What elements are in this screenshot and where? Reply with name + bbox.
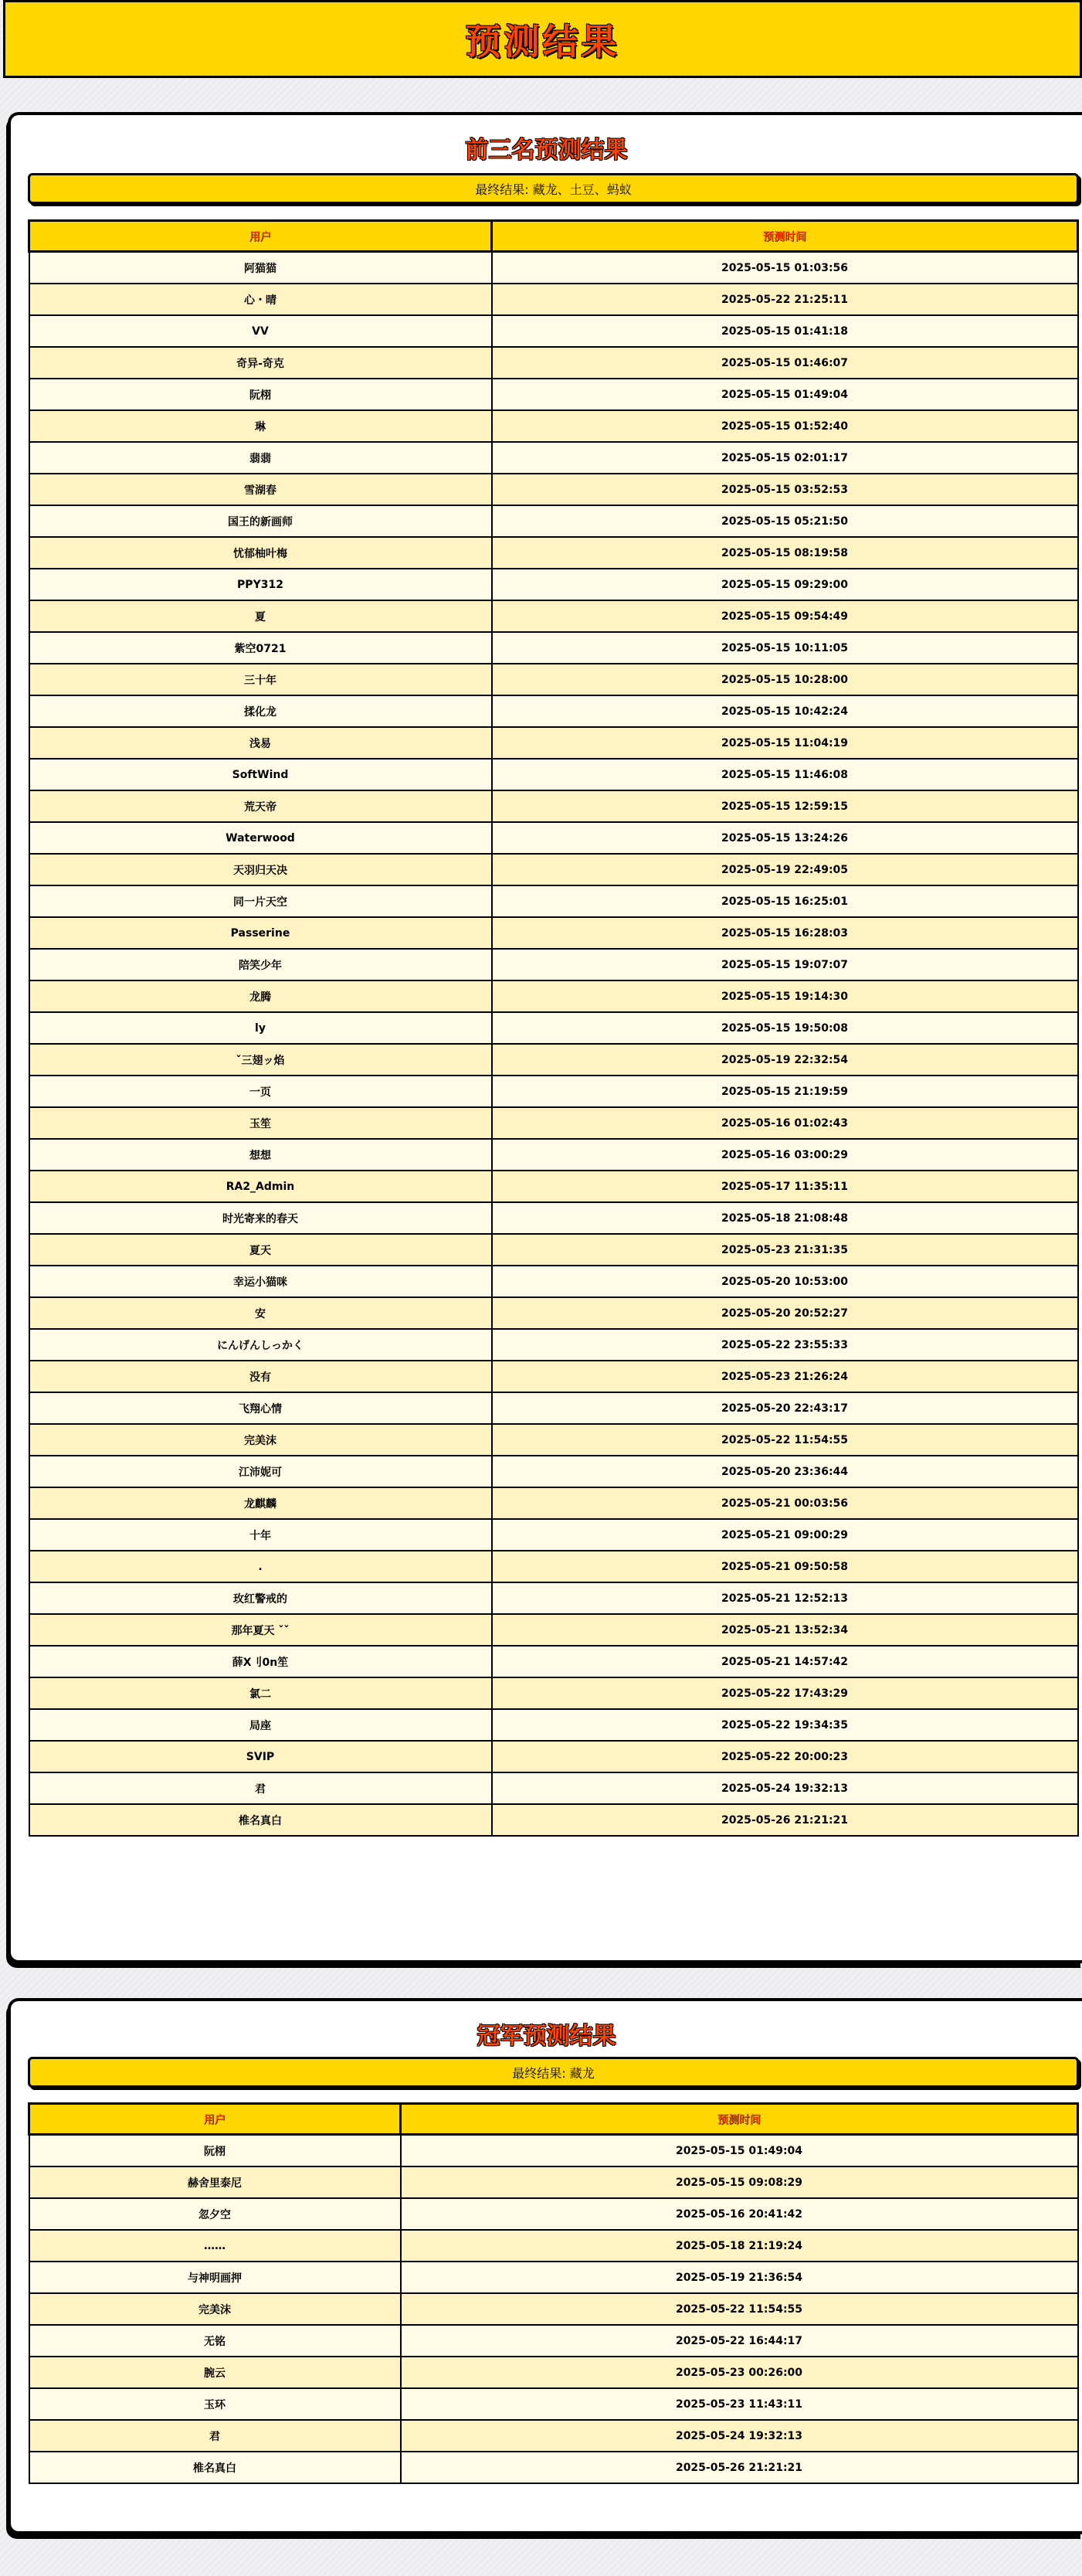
table-row	[29, 315, 1078, 347]
table-row	[29, 1677, 1078, 1709]
top3-predictions-card	[8, 112, 1082, 1963]
time-cell: 2025-05-15 19:07:07	[492, 949, 1078, 980]
table-row	[29, 2293, 1078, 2325]
time-cell: 2025-05-15 01:49:04	[492, 379, 1078, 410]
time-cell: 2025-05-15 09:54:49	[492, 600, 1078, 632]
table-row	[29, 284, 1078, 315]
time-cell: 2025-05-15 01:03:56	[492, 252, 1078, 284]
time-cell: 2025-05-15 21:19:59	[492, 1076, 1078, 1107]
time-cell: 2025-05-21 12:52:13	[492, 1582, 1078, 1614]
table-row	[29, 1329, 1078, 1361]
user-cell: 安	[29, 1297, 492, 1329]
table-row	[29, 2452, 1078, 2483]
section-title: 前三名预测结果	[465, 137, 628, 164]
table-row	[29, 1519, 1078, 1551]
time-cell: 2025-05-18 21:19:24	[401, 2230, 1078, 2262]
time-cell: 2025-05-22 21:25:11	[492, 284, 1078, 315]
column-header-user: 用户	[29, 2104, 401, 2135]
user-cell: 琳	[29, 410, 492, 442]
page-header	[3, 0, 1082, 78]
user-cell: 椎名真白	[29, 2452, 401, 2483]
user-cell: 三十年	[29, 664, 492, 695]
table-row	[29, 2166, 1078, 2198]
user-cell: 玉笙	[29, 1107, 492, 1139]
time-cell: 2025-05-15 11:46:08	[492, 759, 1078, 790]
table-row	[29, 442, 1078, 474]
table-row	[29, 885, 1078, 917]
time-cell: 2025-05-15 01:52:40	[492, 410, 1078, 442]
user-cell: 玉环	[29, 2388, 401, 2420]
user-cell: 天羽归天决	[29, 854, 492, 885]
user-cell: 薛X刂0n笙	[29, 1646, 492, 1677]
table-row	[29, 1646, 1078, 1677]
time-cell: 2025-05-21 00:03:56	[492, 1487, 1078, 1519]
user-cell: 那年夏天 ˇˇ	[29, 1614, 492, 1646]
table-row	[29, 664, 1078, 695]
table-row	[29, 854, 1078, 885]
time-cell: 2025-05-15 16:28:03	[492, 917, 1078, 949]
user-cell: 时光寄来的春天	[29, 1202, 492, 1234]
time-cell: 2025-05-22 11:54:55	[401, 2293, 1078, 2325]
user-cell: 夏	[29, 600, 492, 632]
time-cell: 2025-05-15 09:29:00	[492, 569, 1078, 600]
table-row	[29, 1709, 1078, 1741]
table-row	[29, 1392, 1078, 1424]
time-cell: 2025-05-20 23:36:44	[492, 1456, 1078, 1487]
user-cell: 玫红警戒的	[29, 1582, 492, 1614]
table-row	[29, 632, 1078, 664]
table-row	[29, 569, 1078, 600]
time-cell: 2025-05-15 13:24:26	[492, 822, 1078, 854]
user-cell: 没有	[29, 1361, 492, 1392]
time-cell: 2025-05-15 02:01:17	[492, 442, 1078, 474]
page-title: 预测结果	[465, 20, 620, 63]
user-cell: 幸运小猫咪	[29, 1266, 492, 1297]
time-cell: 2025-05-24 19:32:13	[401, 2420, 1078, 2452]
table-row	[29, 1107, 1078, 1139]
time-cell: 2025-05-15 03:52:53	[492, 474, 1078, 505]
table-row	[29, 1456, 1078, 1487]
time-cell: 2025-05-26 21:21:21	[401, 2452, 1078, 2483]
table-row	[29, 1741, 1078, 1772]
table-row	[29, 537, 1078, 569]
table-row	[29, 252, 1078, 284]
table-row	[29, 1044, 1078, 1076]
time-cell: 2025-05-21 14:57:42	[492, 1646, 1078, 1677]
time-cell: 2025-05-22 16:44:17	[401, 2325, 1078, 2357]
time-cell: 2025-05-15 01:49:04	[401, 2135, 1078, 2167]
user-cell: 与神明画押	[29, 2262, 401, 2293]
time-cell: 2025-05-20 20:52:27	[492, 1297, 1078, 1329]
table-row	[29, 1614, 1078, 1646]
user-cell: 江沛妮可	[29, 1456, 492, 1487]
user-cell: ˇ三翅ッ焰	[29, 1044, 492, 1076]
user-cell: ……	[29, 2230, 401, 2262]
table-row	[29, 759, 1078, 790]
table-row	[29, 980, 1078, 1012]
table-row	[29, 1297, 1078, 1329]
table-row	[29, 2198, 1078, 2230]
user-cell: RA2_Admin	[29, 1171, 492, 1202]
time-cell: 2025-05-21 13:52:34	[492, 1614, 1078, 1646]
time-cell: 2025-05-15 19:14:30	[492, 980, 1078, 1012]
user-cell: Waterwood	[29, 822, 492, 854]
user-cell: 阿猫猫	[29, 252, 492, 284]
user-cell: 荒天帝	[29, 790, 492, 822]
table-row	[29, 1202, 1078, 1234]
user-cell: 陪笑少年	[29, 949, 492, 980]
user-cell: 飞翔心情	[29, 1392, 492, 1424]
user-cell: SoftWind	[29, 759, 492, 790]
table-row	[29, 2420, 1078, 2452]
table-header-row	[29, 2104, 1078, 2135]
user-cell: VV	[29, 315, 492, 347]
table-row	[29, 1234, 1078, 1266]
table-row	[29, 379, 1078, 410]
user-cell: 一页	[29, 1076, 492, 1107]
table-row	[29, 1487, 1078, 1519]
time-cell: 2025-05-15 08:19:58	[492, 537, 1078, 569]
user-cell: 阮栩	[29, 2135, 401, 2167]
user-cell: 椎名真白	[29, 1804, 492, 1836]
user-cell: 君	[29, 2420, 401, 2452]
user-cell: 想想	[29, 1139, 492, 1171]
table-header-row	[29, 221, 1078, 252]
table-row	[29, 1424, 1078, 1456]
table-row	[29, 822, 1078, 854]
column-header-time: 预测时间	[492, 221, 1078, 252]
table-row	[29, 600, 1078, 632]
time-cell: 2025-05-23 21:31:35	[492, 1234, 1078, 1266]
time-cell: 2025-05-23 21:26:24	[492, 1361, 1078, 1392]
user-cell: 夏天	[29, 1234, 492, 1266]
table-row	[29, 1804, 1078, 1836]
user-cell: 完美沫	[29, 1424, 492, 1456]
user-cell: 无铭	[29, 2325, 401, 2357]
user-cell: 浅易	[29, 727, 492, 759]
table-row	[29, 949, 1078, 980]
user-cell: 忽夕空	[29, 2198, 401, 2230]
user-cell: PPY312	[29, 569, 492, 600]
table-row	[29, 1582, 1078, 1614]
time-cell: 2025-05-20 22:43:17	[492, 1392, 1078, 1424]
predictions-table	[28, 2102, 1079, 2484]
column-header-time: 预测时间	[401, 2104, 1078, 2135]
time-cell: 2025-05-15 05:21:50	[492, 505, 1078, 537]
user-cell: 同一片天空	[29, 885, 492, 917]
table-row	[29, 1551, 1078, 1582]
time-cell: 2025-05-22 19:34:35	[492, 1709, 1078, 1741]
section-title: 冠军预测结果	[477, 2023, 616, 2050]
table-row	[29, 410, 1078, 442]
user-cell: 阮栩	[29, 379, 492, 410]
table-row	[29, 347, 1078, 379]
champion-predictions-card	[8, 1998, 1082, 2534]
time-cell: 2025-05-17 11:35:11	[492, 1171, 1078, 1202]
time-cell: 2025-05-21 09:00:29	[492, 1519, 1078, 1551]
user-cell: 揉化龙	[29, 695, 492, 727]
user-cell: .	[29, 1551, 492, 1582]
table-row	[29, 2325, 1078, 2357]
table-row	[29, 1012, 1078, 1044]
time-cell: 2025-05-15 16:25:01	[492, 885, 1078, 917]
time-cell: 2025-05-15 10:42:24	[492, 695, 1078, 727]
time-cell: 2025-05-19 22:32:54	[492, 1044, 1078, 1076]
user-cell: 国王的新画师	[29, 505, 492, 537]
table-row	[29, 1076, 1078, 1107]
table-row	[29, 505, 1078, 537]
user-cell: 君	[29, 1772, 492, 1804]
user-cell: 奇异-奇克	[29, 347, 492, 379]
table-row	[29, 790, 1078, 822]
time-cell: 2025-05-23 11:43:11	[401, 2388, 1078, 2420]
time-cell: 2025-05-15 10:11:05	[492, 632, 1078, 664]
final-result-banner: 最终结果: 藏龙、土豆、蚂蚁	[28, 173, 1079, 204]
table-row	[29, 2135, 1078, 2167]
time-cell: 2025-05-22 20:00:23	[492, 1741, 1078, 1772]
time-cell: 2025-05-15 01:41:18	[492, 315, 1078, 347]
time-cell: 2025-05-21 09:50:58	[492, 1551, 1078, 1582]
user-cell: 完美沫	[29, 2293, 401, 2325]
predictions-table	[28, 219, 1079, 1837]
user-cell: ly	[29, 1012, 492, 1044]
user-cell: 腕云	[29, 2357, 401, 2388]
user-cell: 局座	[29, 1709, 492, 1741]
time-cell: 2025-05-22 17:43:29	[492, 1677, 1078, 1709]
user-cell: 赫舍里泰尼	[29, 2166, 401, 2198]
user-cell: 紫空0721	[29, 632, 492, 664]
user-cell: 十年	[29, 1519, 492, 1551]
user-cell: 忧郁柚叶梅	[29, 537, 492, 569]
time-cell: 2025-05-20 10:53:00	[492, 1266, 1078, 1297]
table-row	[29, 1266, 1078, 1297]
user-cell: 翡翡	[29, 442, 492, 474]
time-cell: 2025-05-15 09:08:29	[401, 2166, 1078, 2198]
time-cell: 2025-05-19 22:49:05	[492, 854, 1078, 885]
time-cell: 2025-05-16 20:41:42	[401, 2198, 1078, 2230]
table-row	[29, 2357, 1078, 2388]
user-cell: 氯二	[29, 1677, 492, 1709]
table-row	[29, 1361, 1078, 1392]
time-cell: 2025-05-15 19:50:08	[492, 1012, 1078, 1044]
table-row	[29, 2230, 1078, 2262]
table-row	[29, 2388, 1078, 2420]
table-row	[29, 474, 1078, 505]
final-result-banner: 最终结果: 藏龙	[28, 2057, 1079, 2088]
table-row	[29, 2262, 1078, 2293]
time-cell: 2025-05-15 10:28:00	[492, 664, 1078, 695]
user-cell: 龙麒麟	[29, 1487, 492, 1519]
table-row	[29, 1772, 1078, 1804]
time-cell: 2025-05-15 01:46:07	[492, 347, 1078, 379]
time-cell: 2025-05-16 03:00:29	[492, 1139, 1078, 1171]
table-row	[29, 1139, 1078, 1171]
time-cell: 2025-05-15 12:59:15	[492, 790, 1078, 822]
time-cell: 2025-05-23 00:26:00	[401, 2357, 1078, 2388]
user-cell: Passerine	[29, 917, 492, 949]
user-cell: 心・晴	[29, 284, 492, 315]
time-cell: 2025-05-18 21:08:48	[492, 1202, 1078, 1234]
time-cell: 2025-05-24 19:32:13	[492, 1772, 1078, 1804]
time-cell: 2025-05-19 21:36:54	[401, 2262, 1078, 2293]
user-cell: にんげんしっかく	[29, 1329, 492, 1361]
table-row	[29, 1171, 1078, 1202]
table-row	[29, 695, 1078, 727]
column-header-user: 用户	[29, 221, 492, 252]
table-row	[29, 917, 1078, 949]
user-cell: 雪湖春	[29, 474, 492, 505]
time-cell: 2025-05-15 11:04:19	[492, 727, 1078, 759]
user-cell: SVIP	[29, 1741, 492, 1772]
time-cell: 2025-05-16 01:02:43	[492, 1107, 1078, 1139]
time-cell: 2025-05-26 21:21:21	[492, 1804, 1078, 1836]
table-row	[29, 727, 1078, 759]
user-cell: 龙腾	[29, 980, 492, 1012]
time-cell: 2025-05-22 23:55:33	[492, 1329, 1078, 1361]
time-cell: 2025-05-22 11:54:55	[492, 1424, 1078, 1456]
